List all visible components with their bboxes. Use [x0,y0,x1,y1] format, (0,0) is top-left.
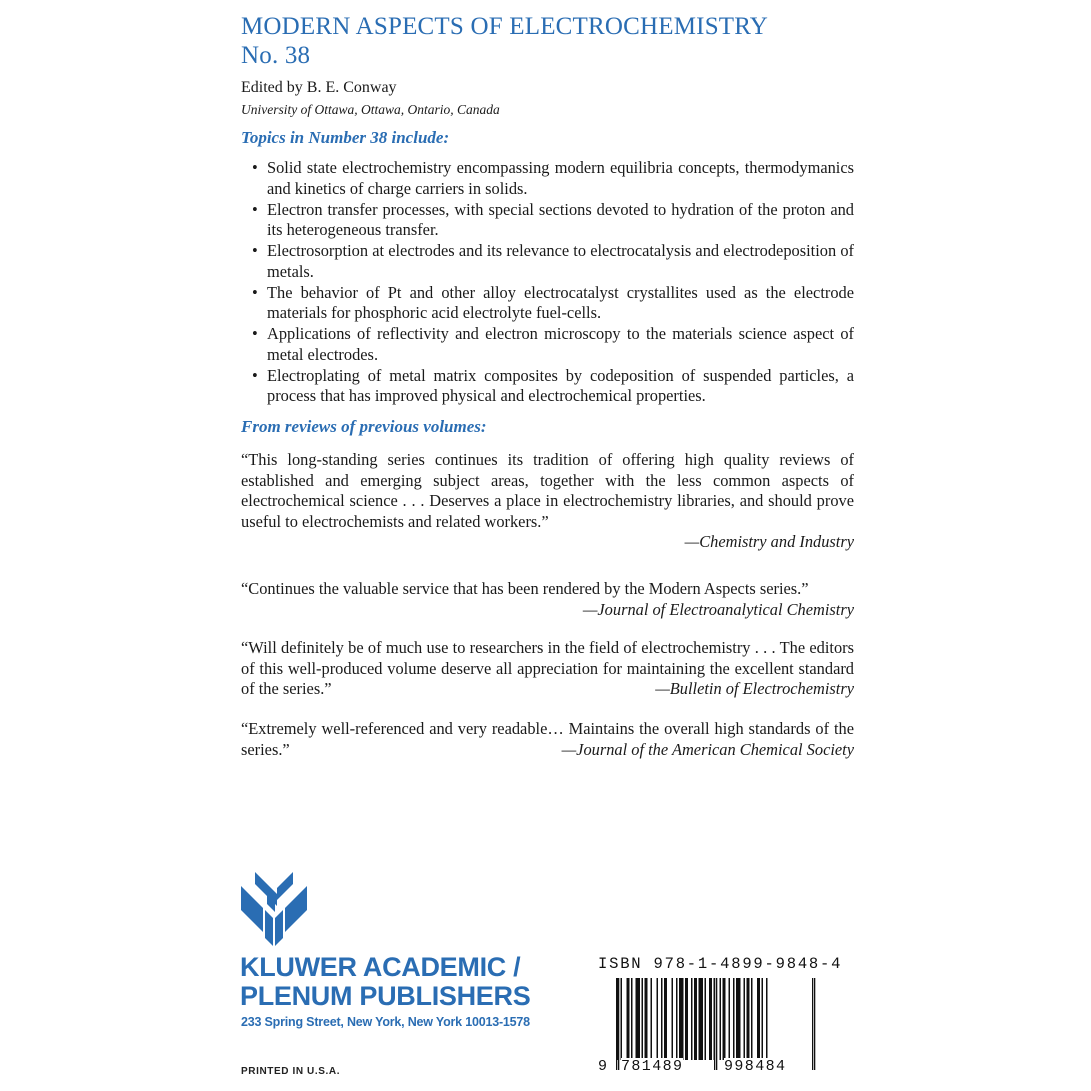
topic-item [241,158,854,199]
barcode-bar [627,978,630,1060]
barcode-bar [685,978,688,1060]
topic-text: Solid state electrochemistry encompassing modern equilibria concepts, thermodymanics and kinetics of charge carriers in solids. [267,158,854,198]
review-text: “Extremely well-referenced and very readable… Maintains the overall high standards of the series.” [241,719,854,759]
barcode-bar [766,978,768,1060]
topic-text: Electron transfer processes, with special sections devoted to hydration of the proton and its heterogeneous transfer. [267,199,854,239]
review-source: —Bulletin of Electrochemistry [655,679,854,698]
editor-line: Edited by B. E. Conway [241,79,397,96]
topic-text: Applications of reflectivity and electron microscopy to the materials science aspect of metal electrodes. [267,324,854,364]
reviews-heading: From reviews of previous volumes: [241,417,487,436]
bullet-icon: • [252,158,258,177]
review-quote [241,450,854,553]
publisher-name-line1: KLUWER ACADEMIC / [240,952,521,982]
review-text: “Continues the valuable service that has been rendered by the Modern Aspects series.” [241,579,809,598]
barcode-guard-bar [716,978,717,1070]
topic-item [241,283,854,324]
barcode-bar [729,978,731,1060]
book-title [241,12,768,70]
review-text: “This long-standing series continues its tradition of offering high quality reviews of established and emerging subject areas, together with the less common aspects of electrochemical science . . . Deserves a place in electrochemistry libraries, and should prove useful to electrochemists and related workers.” [241,450,854,531]
barcode-left-digits: 781489 [621,1058,684,1075]
book-title-line2: No. 38 [241,42,311,69]
topics-list [241,158,854,407]
review-source: —Journal of Electroanalytical Chemistry [582,599,854,619]
review-source: —Chemistry and Industry [684,532,854,551]
barcode-bar [664,978,667,1060]
barcode-bar [736,978,741,1060]
topic-text: The behavior of Pt and other alloy electrocatalyst crystallites used as the electrode materials for phosphoric acid electrolyte fuel-cells. [267,282,854,322]
barcode-bar [720,978,722,1060]
review-text: “Will definitely be of much use to researchers in the field of electrochemistry . . . The editors of this well-produced volume deserve all appreciation for maintaining the excellent standard of the series.” [241,638,854,698]
barcode-bar [705,978,707,1060]
topic-text: Electrosorption at electrodes and its relevance to electrocatalysis and electrodeposition of metals. [267,241,854,281]
barcode-bar [757,978,760,1060]
publisher-address: 233 Spring Street, New York, New York 10013-1578 [241,1015,530,1029]
barcode-bar [661,978,663,1060]
barcode-guard-bar [714,978,715,1070]
review-quote [241,719,854,760]
topic-item [241,200,854,241]
barcode-guard-bar [616,978,617,1070]
barcode-bar [636,978,641,1060]
bullet-icon: • [252,199,258,219]
publisher-name [240,953,530,1011]
barcode-first-digit: 9 [598,1058,609,1075]
barcode-bar [762,978,764,1060]
barcode-bar [645,978,648,1060]
barcode-guard-bar [812,978,813,1070]
barcode-guard-bar [814,978,815,1070]
barcode-bar [709,978,712,1060]
bullet-icon: • [252,365,258,385]
barcode-bar [631,978,633,1060]
barcode-bar [733,978,735,1060]
barcode-right-digits: 998484 [724,1058,787,1075]
publisher-name-line2: PLENUM PUBLISHERS [240,981,531,1011]
barcode-bar [699,978,704,1060]
barcode-bar [747,978,750,1060]
barcode-bar [642,978,644,1060]
bullet-icon: • [252,282,258,302]
bullet-icon: • [252,324,258,343]
barcode-bar [679,978,684,1060]
barcode-bar [744,978,746,1060]
editor-affiliation: University of Ottawa, Ottawa, Ontario, Canada [241,102,500,117]
topic-item [241,324,854,365]
barcode-bar [657,978,659,1060]
topic-item [241,241,854,282]
isbn-label: ISBN 978-1-4899-9848-4 [598,955,843,973]
barcode-bar [676,978,678,1060]
barcode-bar [621,978,623,1060]
bullet-icon: • [252,241,258,260]
printed-in-label: PRINTED IN U.S.A. [241,1066,341,1077]
review-quote [241,579,854,620]
topic-item [241,366,854,407]
kluwer-logo-icon [241,872,307,946]
book-title-line1: MODERN ASPECTS OF ELECTROCHEMISTRY [241,13,769,40]
barcode-bar [694,978,697,1060]
topics-heading: Topics in Number 38 include: [241,128,450,147]
review-source: —Journal of the American Chemical Society [561,739,854,759]
barcode-bar [651,978,653,1060]
topic-text: Electroplating of metal matrix composites by codeposition of suspended particles, a process that has improved physical and electrochemical properties. [267,365,854,405]
barcode-guard-bar [618,978,619,1070]
barcode-bar [691,978,693,1060]
review-quote [241,638,854,700]
barcode-bar [751,978,753,1060]
barcode-bar [723,978,726,1060]
barcode-bar [672,978,674,1060]
